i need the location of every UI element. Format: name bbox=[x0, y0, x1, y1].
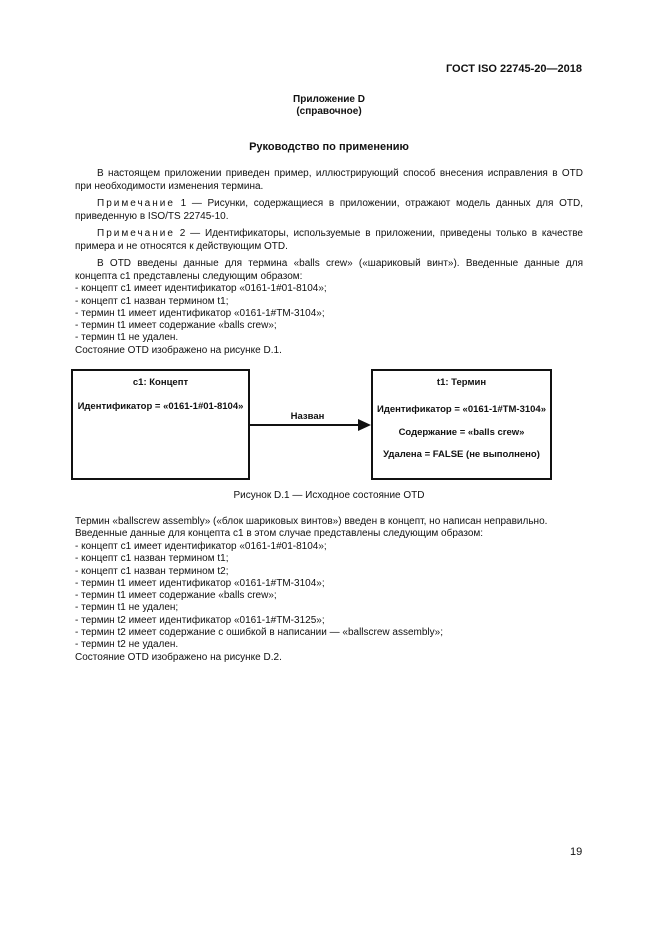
section1-item: - термин t1 имеет содержание «balls crew»; bbox=[75, 320, 277, 331]
section2-item: - термин t2 имеет содержание с ошибкой в написании — «ballscrew assembly»; bbox=[75, 627, 443, 638]
section2-line-1: Термин «ballscrew assembly» («блок шариковых винтов») введен в концепт, но написан неправильно. bbox=[75, 516, 548, 527]
section1-item: - концепт с1 назван термином t1; bbox=[75, 296, 229, 307]
term-content: Содержание = «balls crew» bbox=[398, 427, 525, 438]
section1-item: - концепт с1 имеет идентификатор «0161-1#01-8104»; bbox=[75, 283, 327, 294]
note-2-label: Примечание bbox=[97, 228, 175, 239]
term-deleted: Удалена = FALSE (не выполнено) bbox=[383, 449, 540, 460]
intro-paragraph: В настоящем приложении приведен пример, иллюстрирующий способ внесения исправления в OTD при необходимости изменения термина. bbox=[75, 168, 583, 192]
concept-box bbox=[71, 369, 250, 480]
term-identifier: Идентификатор = «0161-1#TM-3104» bbox=[377, 404, 546, 415]
annex-subtitle: (справочное) bbox=[296, 106, 362, 117]
note-1-label: Примечание bbox=[97, 198, 175, 209]
page-number: 19 bbox=[570, 846, 583, 858]
concept-identifier: Идентификатор = «0161-1#01-8104» bbox=[77, 401, 244, 412]
section1-item: - термин t1 имеет идентификатор «0161-1#TM-3104»; bbox=[75, 308, 325, 319]
section2-item: - термин t1 не удален; bbox=[75, 602, 179, 613]
annex-heading: Руководство по применению bbox=[249, 141, 409, 153]
section1-paragraph: В OTD введены данные для термина «balls crew» («шариковый винт»). Введенные данные для концепта с1 представлены следующим образом: bbox=[75, 258, 583, 282]
document-header: ГОСТ ISO 22745-20—2018 bbox=[445, 63, 582, 75]
figure-caption: Рисунок D.1 — Исходное состояние OTD bbox=[233, 490, 425, 501]
section2-item: - термин t2 имеет идентификатор «0161-1#TM-3125»; bbox=[75, 615, 325, 626]
concept-title: c1: Концепт bbox=[132, 377, 189, 388]
note-2 bbox=[75, 228, 583, 253]
section1-item: - термин t1 не удален. bbox=[75, 332, 179, 343]
note-2-text: 2 — Идентификаторы, используемые в приложении, приведены только в качестве примера и не относятся к действующим OTD. bbox=[75, 228, 583, 252]
annex-title: Приложение D bbox=[293, 94, 365, 105]
section1-state: Состояние OTD изображено на рисунке D.1. bbox=[75, 345, 282, 356]
arrow-label: Назван bbox=[290, 411, 325, 422]
section2-line-2: Введенные данные для концепта с1 в этом случае представлены следующим образом: bbox=[75, 528, 484, 539]
term-title: t1: Термин bbox=[436, 377, 487, 388]
term-box bbox=[371, 369, 552, 480]
section2-item: - термин t1 имеет идентификатор «0161-1#TM-3104»; bbox=[75, 578, 325, 589]
section2-item: - концепт с1 назван термином t1; bbox=[75, 553, 229, 564]
section2-item: - концепт с1 назван термином t2; bbox=[75, 566, 229, 577]
section2-item: - термин t1 имеет содержание «balls crew»; bbox=[75, 590, 277, 601]
section2-item: - термин t2 не удален. bbox=[75, 639, 179, 650]
note-1 bbox=[75, 198, 583, 223]
section2-item: - концепт с1 имеет идентификатор «0161-1#01-8104»; bbox=[75, 541, 327, 552]
note-1-text: 1 — Рисунки, содержащиеся в приложении, отражают модель данных для OTD, приведенную в ISO/TS 22745-10. bbox=[75, 198, 583, 222]
section2-state: Состояние OTD изображено на рисунке D.2. bbox=[75, 652, 282, 663]
named-arrow-line bbox=[250, 424, 362, 426]
